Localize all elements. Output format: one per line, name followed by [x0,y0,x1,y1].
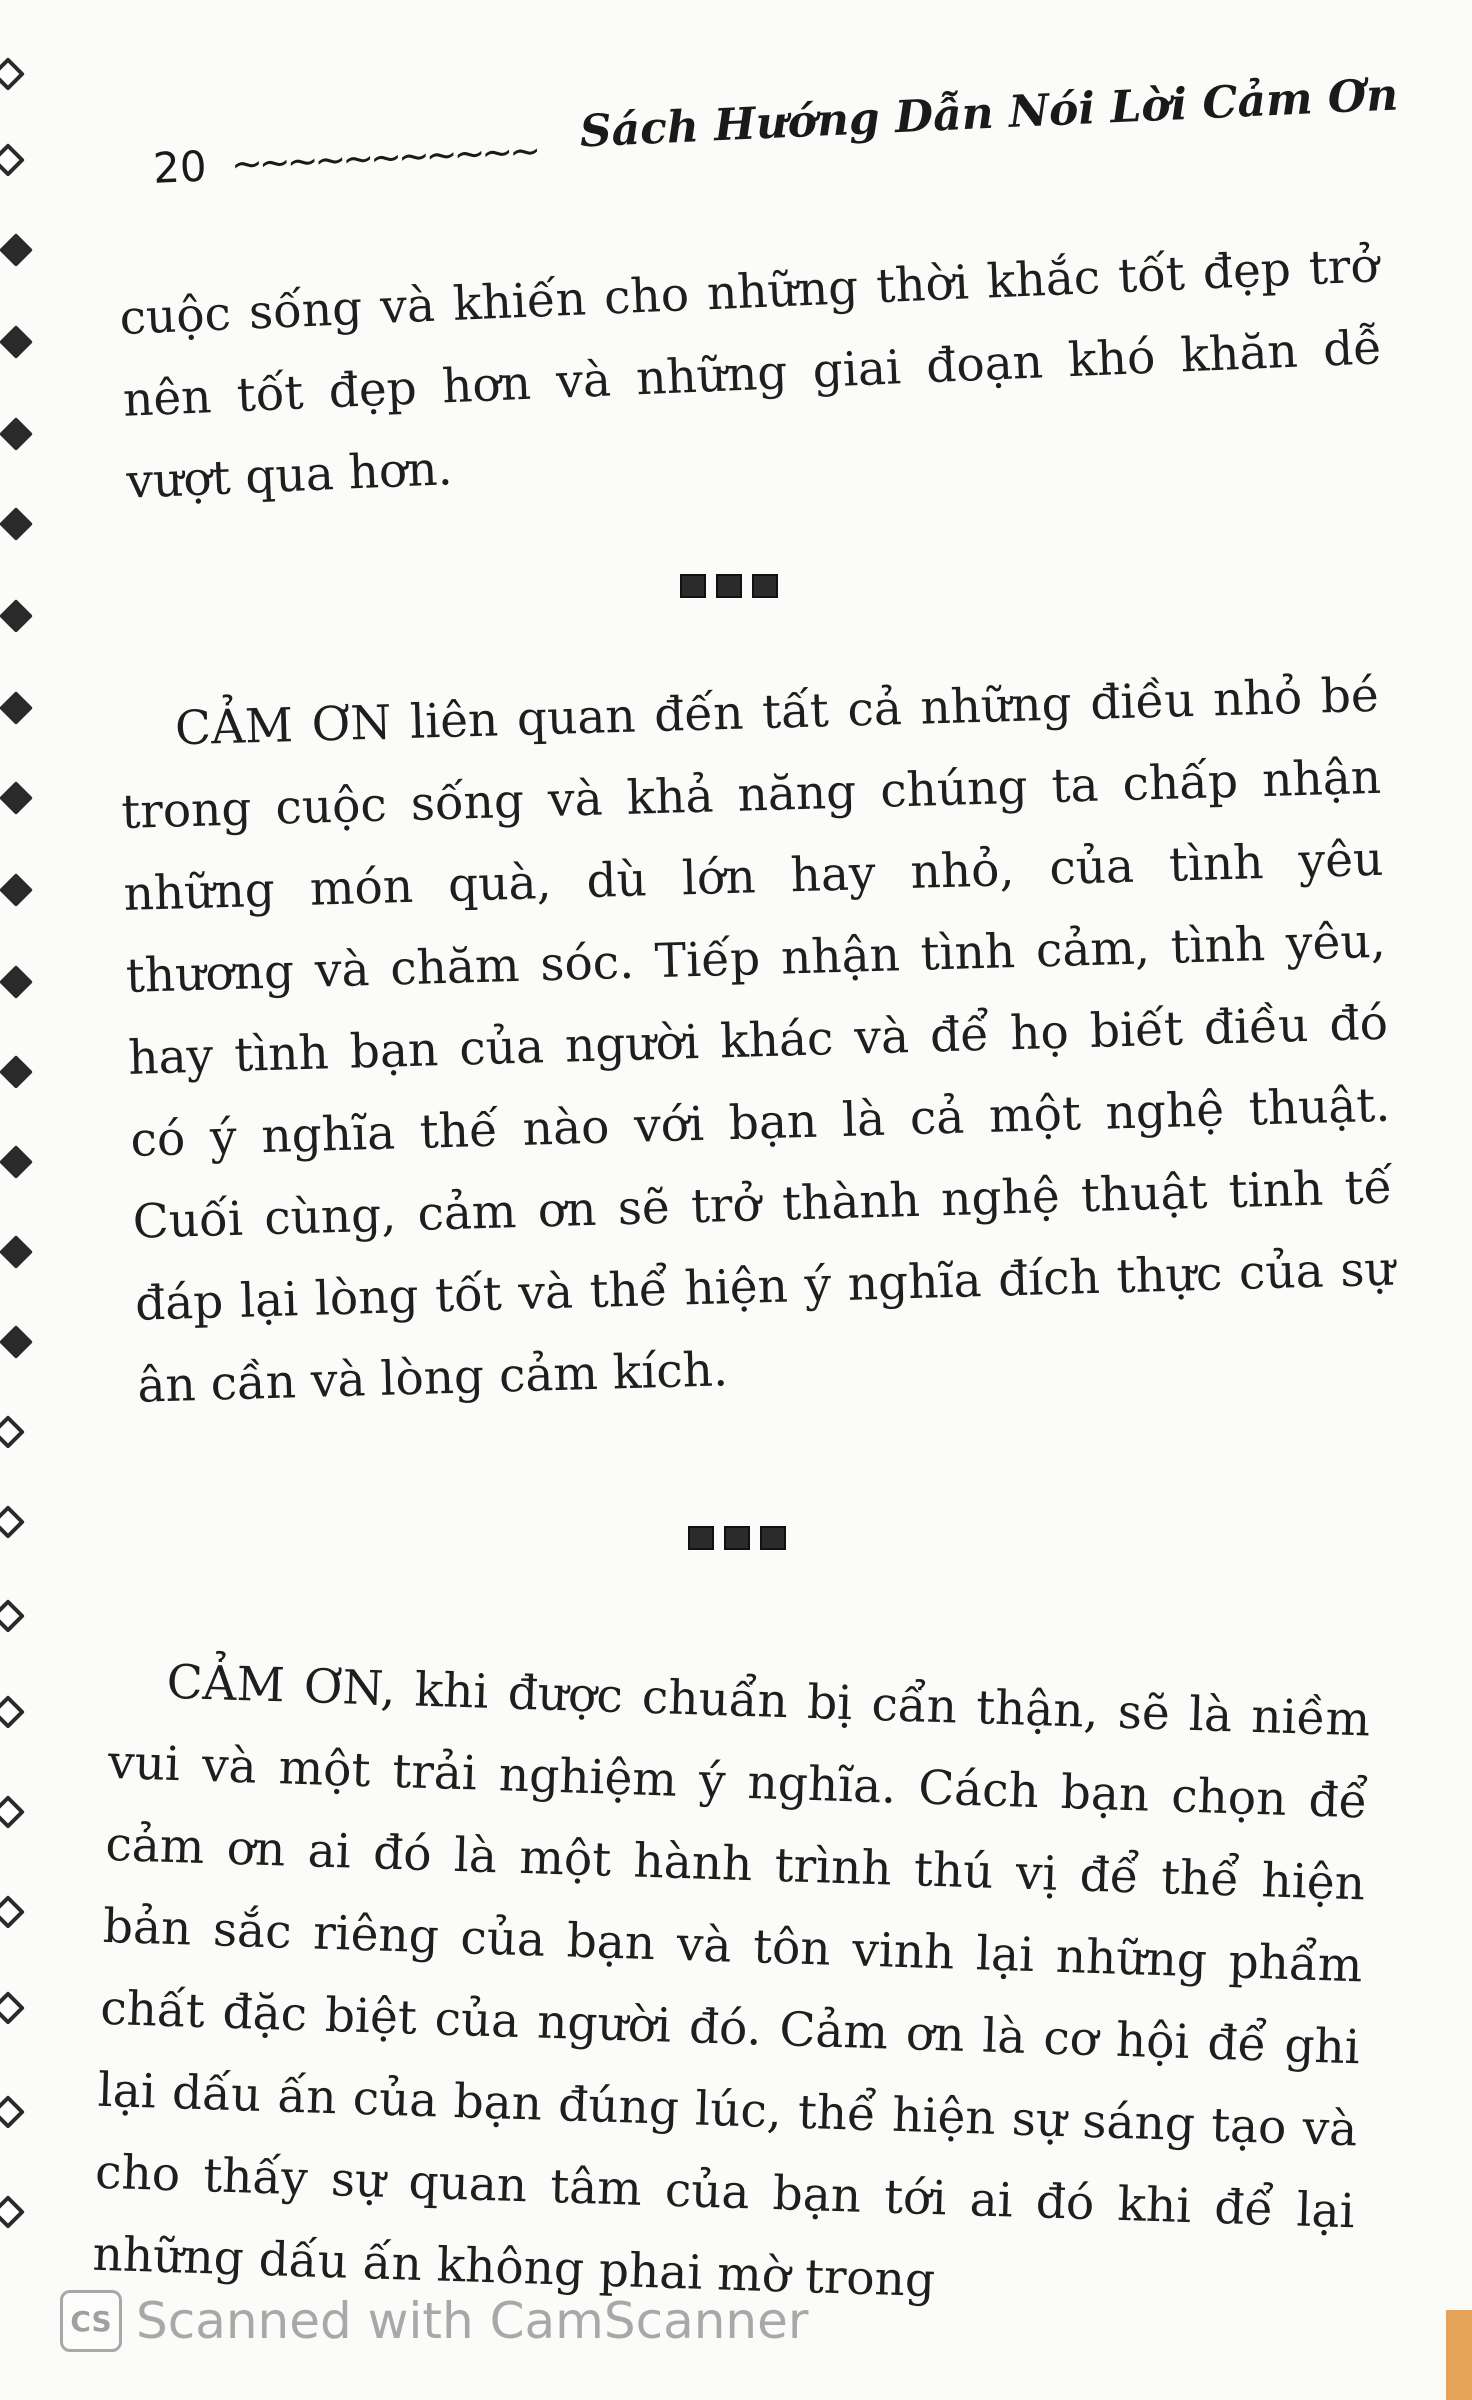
diamond-icon [0,1415,25,1449]
diamond-icon [0,1055,33,1089]
camscanner-logo-icon: CS [60,2290,122,2352]
diamond-icon [0,1895,25,1929]
diamond-icon [0,2095,25,2129]
square-ornament-icon [760,1526,786,1550]
watermark-text: Scanned with CamScanner [136,2292,809,2350]
camscanner-watermark [60,2290,808,2352]
diamond-icon [0,965,33,999]
diamond-icon [0,599,33,633]
diamond-icon [0,1505,25,1539]
section-separator [688,1526,786,1550]
diamond-icon [0,1599,25,1633]
paragraph-1 [118,655,1398,1428]
diamond-icon [0,2195,25,2229]
diamond-icon [0,57,25,91]
header-decoration: ~~~~~~~~~~~ [230,128,538,187]
page-edge-strip [1446,2310,1472,2400]
diamond-icon [0,1145,33,1179]
running-header [150,53,1400,193]
diamond-icon [0,781,33,815]
page-number: 20 [151,141,208,193]
diamond-icon [0,143,25,177]
diamond-icon [0,417,33,451]
decorative-diamond-border [0,0,46,2400]
diamond-icon [0,873,33,907]
paragraph-text: cuộc sống và khiến cho những thời khắc tốt đẹp trở nên tốt đẹp hơn và những giai đoạn khó khăn dễ vượt qua hơn. [118,238,1384,510]
diamond-icon [0,233,33,267]
square-ornament-icon [724,1526,750,1550]
diamond-icon [0,1695,25,1729]
diamond-icon [0,1991,25,2025]
section-separator [680,574,778,598]
diamond-icon [0,691,33,725]
diamond-icon [0,1795,25,1829]
square-ornament-icon [688,1526,714,1550]
paragraph-text: CẢM ƠN liên quan đến tất cả những điều nhỏ bé trong cuộc sống và khả năng chúng ta chấp nhận những món quà, dù lớn hay nhỏ, của tình yêu thương và chăm sóc. Tiếp nhận tình cảm, tình yêu, hay tình bạn của người khác và để họ biết điều đó có ý nghĩa thế nào với bạn là cả một nghệ thuật. Cuối cùng, cảm ơn sẽ trở thành nghệ thuật tinh tế đáp lại lòng tốt và thể hiện ý nghĩa đích thực của sự ân cần và lòng cảm kích. [120,667,1396,1414]
diamond-icon [0,507,33,541]
book-title: Sách Hướng Dẫn Nói Lời Cảm Ơn [578,69,1400,158]
square-ornament-icon [680,574,706,598]
square-ornament-icon [752,574,778,598]
diamond-icon [0,325,33,359]
paragraph-2 [91,1640,1371,2335]
diamond-icon [0,1235,33,1269]
continued-paragraph [118,225,1387,524]
paragraph-text: CẢM ƠN, khi được chuẩn bị cẩn thận, sẽ là niềm vui và một trải nghiệm ý nghĩa. Cách bạn chọn để cảm ơn ai đó là một hành trình thú vị để thể hiện bản sắc riêng của bạn và tôn vinh lại những phẩm chất đặc biệt của người đó. Cảm ơn là cơ hội để ghi lại dấu ấn của bạn đúng lúc, thể hiện sự sáng tạo và cho thấy sự quan tâm của bạn tới ai đó khi để lại những dấu ấn không phai mờ trong [91,1654,1371,2309]
square-ornament-icon [716,574,742,598]
diamond-icon [0,1325,33,1359]
